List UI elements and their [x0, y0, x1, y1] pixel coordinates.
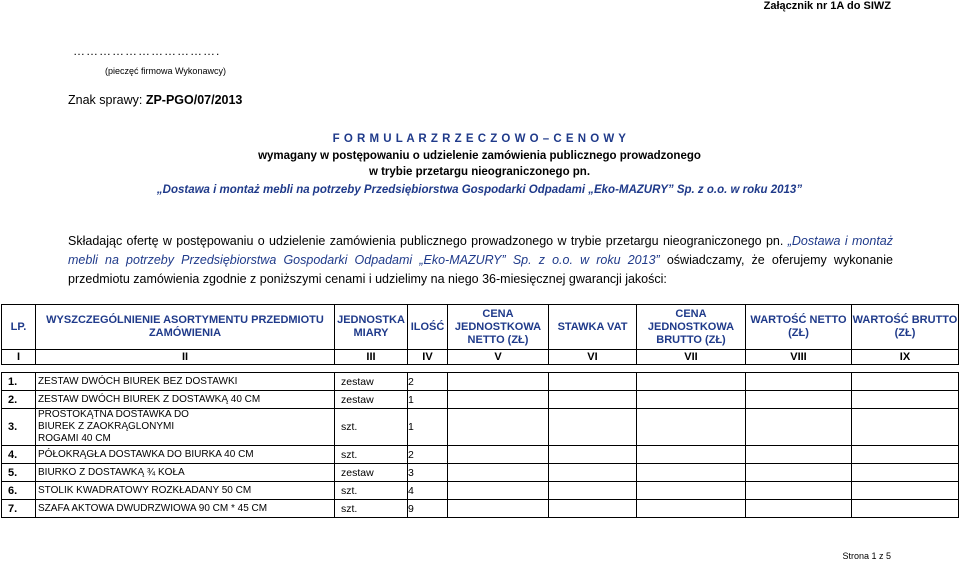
column-number: I	[2, 350, 36, 365]
row-gross-value[interactable]	[852, 391, 959, 409]
row-description: SZAFA AKTOWA DWUDRZWIOWA 90 CM * 45 CM	[36, 500, 335, 518]
row-unit: zestaw	[335, 391, 408, 409]
page-number: Strona 1 z 5	[842, 551, 891, 561]
row-vat-rate[interactable]	[549, 373, 637, 391]
table-header-row	[2, 305, 959, 350]
row-description: BIURKO Z DOSTAWKĄ ¾ KOŁA	[36, 464, 335, 482]
row-gross-value[interactable]	[852, 464, 959, 482]
table-row	[2, 482, 959, 500]
annex-label: Załącznik nr 1A do SIWZ	[763, 0, 891, 12]
row-quantity: 1	[408, 391, 448, 409]
header-unit: JEDNOSTKA MIARY	[335, 305, 408, 350]
row-quantity: 4	[408, 482, 448, 500]
row-vat-rate[interactable]	[549, 446, 637, 464]
row-quantity: 2	[408, 446, 448, 464]
header-vat-rate: STAWKA VAT	[549, 305, 637, 350]
row-net-value[interactable]	[746, 446, 852, 464]
row-gross-value[interactable]	[852, 373, 959, 391]
price-table	[1, 304, 959, 518]
column-number: VI	[549, 350, 637, 365]
declaration-start: Składając ofertę w postępowaniu o udzielenie zamówienia publicznego prowadzonego w trybie przetargu nieograniczonego pn.	[68, 234, 788, 248]
column-number: II	[36, 350, 335, 365]
subtitle-line-1: wymagany w postępowaniu o udzielenie zamówienia publicznego prowadzonego	[258, 150, 701, 162]
case-label: Znak sprawy:	[68, 93, 146, 107]
row-net-value[interactable]	[746, 373, 852, 391]
offer-declaration	[68, 232, 893, 289]
row-unit-net-price[interactable]	[448, 391, 549, 409]
row-quantity: 1	[408, 409, 448, 446]
row-gross-value[interactable]	[852, 446, 959, 464]
row-unit-gross-price[interactable]	[637, 464, 746, 482]
row-quantity: 2	[408, 373, 448, 391]
case-reference	[68, 93, 242, 107]
row-unit-gross-price[interactable]	[637, 446, 746, 464]
table-row	[2, 500, 959, 518]
row-unit: szt.	[335, 446, 408, 464]
row-unit-net-price[interactable]	[448, 409, 549, 446]
declaration-procurement-name: „Dostawa i montaż mebli na potrzeby Przedsiębiorstwa Gospodarki Odpadami „Eko-MAZURY” Sp. z o.o. w roku 2013”	[68, 234, 893, 267]
row-net-value[interactable]	[746, 409, 852, 446]
row-unit-net-price[interactable]	[448, 464, 549, 482]
row-unit: szt.	[335, 409, 408, 446]
row-description: ZESTAW DWÓCH BIUREK BEZ DOSTAWKI	[36, 373, 335, 391]
row-unit: zestaw	[335, 373, 408, 391]
row-lp: 1.	[2, 373, 36, 391]
row-vat-rate[interactable]	[549, 391, 637, 409]
row-description: ZESTAW DWÓCH BIUREK Z DOSTAWKĄ 40 CM	[36, 391, 335, 409]
row-lp: 3.	[2, 409, 36, 446]
row-unit-gross-price[interactable]	[637, 373, 746, 391]
row-unit: szt.	[335, 500, 408, 518]
declaration-end: oświadczamy, że oferujemy wykonanie przedmiotu zamówienia zgodnie z poniższymi cenami i udzielimy na niego 36-miesięcznej gwarancji jakości:	[68, 253, 893, 286]
row-unit-gross-price[interactable]	[637, 409, 746, 446]
stamp-dots: …………………………….	[73, 44, 221, 58]
row-unit-gross-price[interactable]	[637, 391, 746, 409]
column-number: IX	[852, 350, 959, 365]
column-number: III	[335, 350, 408, 365]
column-numbering-row	[2, 350, 959, 365]
row-gross-value[interactable]	[852, 409, 959, 446]
stamp-label: (pieczęć firmowa Wykonawcy)	[105, 66, 226, 76]
row-lp: 4.	[2, 446, 36, 464]
row-lp: 7.	[2, 500, 36, 518]
row-net-value[interactable]	[746, 391, 852, 409]
row-vat-rate[interactable]	[549, 500, 637, 518]
row-vat-rate[interactable]	[549, 409, 637, 446]
procurement-name: „Dostawa i montaż mebli na potrzeby Przedsiębiorstwa Gospodarki Odpadami „Eko-MAZURY” Sp. z o.o. w roku 2013”	[156, 184, 803, 196]
row-unit: zestaw	[335, 464, 408, 482]
header-quantity: ILOŚĆ	[408, 305, 448, 350]
row-net-value[interactable]	[746, 482, 852, 500]
row-lp: 6.	[2, 482, 36, 500]
column-number: V	[448, 350, 549, 365]
case-number: ZP-PGO/07/2013	[145, 93, 243, 107]
row-description: PÓŁOKRĄGŁA DOSTAWKA DO BIURKA 40 CM	[36, 446, 335, 464]
row-description: STOLIK KWADRATOWY ROZKŁADANY 50 CM	[36, 482, 335, 500]
row-gross-value[interactable]	[852, 482, 959, 500]
table-row	[2, 409, 959, 446]
row-lp: 5.	[2, 464, 36, 482]
subtitle-line-2: w trybie przetargu nieograniczonego pn.	[368, 166, 591, 178]
header-gross-value: WARTOŚĆ BRUTTO (ZŁ)	[852, 305, 959, 350]
form-title: F O R M U L A R Z R Z E C Z O W O – C E N O W Y	[332, 133, 627, 145]
row-unit-net-price[interactable]	[448, 482, 549, 500]
header-net-value: WARTOŚĆ NETTO (ZŁ)	[746, 305, 852, 350]
header-lp: LP.	[2, 305, 36, 350]
row-vat-rate[interactable]	[549, 482, 637, 500]
row-quantity: 3	[408, 464, 448, 482]
table-row	[2, 391, 959, 409]
header-description: WYSZCZEGÓLNIENIE ASORTYMENTU PRZEDMIOTU ZAMÓWIENIA	[36, 305, 335, 350]
table-spacer	[2, 365, 959, 373]
column-number: VII	[637, 350, 746, 365]
row-lp: 2.	[2, 391, 36, 409]
table-row	[2, 446, 959, 464]
header-unit-gross-price: CENA JEDNOSTKOWA BRUTTO (ZŁ)	[637, 305, 746, 350]
table-row	[2, 373, 959, 391]
row-vat-rate[interactable]	[549, 464, 637, 482]
row-unit-net-price[interactable]	[448, 446, 549, 464]
row-net-value[interactable]	[746, 464, 852, 482]
row-quantity: 9	[408, 500, 448, 518]
row-unit-gross-price[interactable]	[637, 500, 746, 518]
row-net-value[interactable]	[746, 500, 852, 518]
column-number: VIII	[746, 350, 852, 365]
row-unit-net-price[interactable]	[448, 500, 549, 518]
header-unit-net-price: CENA JEDNOSTKOWA NETTO (ZŁ)	[448, 305, 549, 350]
row-description: PROSTOKĄTNA DOSTAWKA DO BIUREK Z ZAOKRĄGLONYMI ROGAMI 40 CM	[36, 409, 335, 446]
table-row	[2, 464, 959, 482]
row-unit-gross-price[interactable]	[637, 482, 746, 500]
row-unit: szt.	[335, 482, 408, 500]
row-unit-net-price[interactable]	[448, 373, 549, 391]
row-gross-value[interactable]	[852, 500, 959, 518]
column-number: IV	[408, 350, 448, 365]
